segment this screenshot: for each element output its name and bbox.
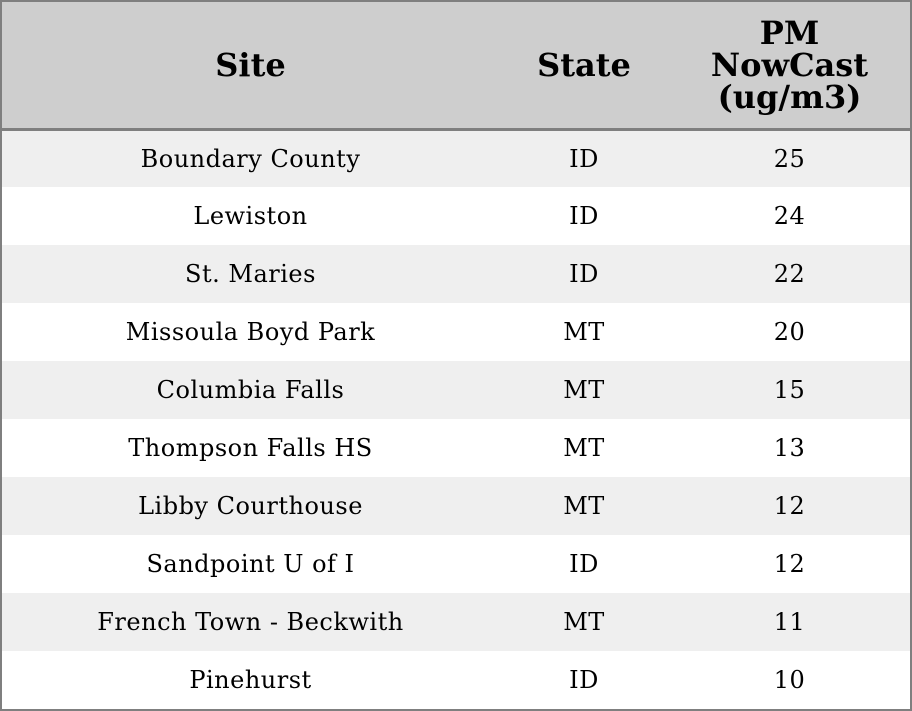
cell-state: MT xyxy=(563,492,605,520)
cell-pm-nowcast: 12 xyxy=(773,492,806,520)
table-body xyxy=(2,129,910,709)
table-row xyxy=(2,245,910,303)
table-row xyxy=(2,651,910,709)
table-row xyxy=(2,535,910,593)
cell-state: ID xyxy=(569,550,599,578)
cell-site: Libby Courthouse xyxy=(138,492,363,520)
cell-site: Lewiston xyxy=(193,202,308,230)
table-row xyxy=(2,303,910,361)
cell-state: ID xyxy=(569,144,599,173)
cell-state: MT xyxy=(563,608,605,636)
cell-pm-nowcast: 13 xyxy=(773,434,806,462)
cell-pm-nowcast: 10 xyxy=(773,666,806,694)
column-header-site xyxy=(2,2,499,129)
cell-pm-nowcast: 24 xyxy=(773,202,806,230)
table-row xyxy=(2,477,910,535)
table-row xyxy=(2,593,910,651)
cell-site: Missoula Boyd Park xyxy=(125,318,376,346)
data-table xyxy=(2,2,910,709)
column-header-pm-nowcast xyxy=(669,2,910,129)
column-header-state xyxy=(499,2,669,129)
cell-site: Thompson Falls HS xyxy=(128,434,373,462)
cell-state: ID xyxy=(569,202,599,230)
cell-site: Boundary County xyxy=(140,144,361,173)
cell-pm-nowcast: 22 xyxy=(773,260,806,288)
cell-pm-nowcast: 11 xyxy=(773,608,806,636)
cell-state: ID xyxy=(569,260,599,288)
column-header-pm-line-2: NowCast xyxy=(710,45,869,84)
column-header-pm-line-3: (ug/m3) xyxy=(717,77,862,116)
column-header-site-label: Site xyxy=(215,45,286,84)
cell-pm-nowcast: 12 xyxy=(773,550,806,578)
table-row xyxy=(2,361,910,419)
header-row xyxy=(2,2,910,129)
cell-state: MT xyxy=(563,318,605,346)
table-header xyxy=(2,2,910,129)
cell-pm-nowcast: 20 xyxy=(773,318,806,346)
cell-pm-nowcast: 25 xyxy=(773,144,806,173)
table-row xyxy=(2,129,910,187)
cell-pm-nowcast: 15 xyxy=(773,376,806,404)
cell-site: Sandpoint U of I xyxy=(146,550,355,578)
cell-state: MT xyxy=(563,434,605,462)
cell-site: French Town - Beckwith xyxy=(97,608,404,636)
column-header-state-label: State xyxy=(537,45,631,84)
column-header-pm-line-1: PM xyxy=(759,13,820,52)
cell-site: Columbia Falls xyxy=(156,376,345,404)
cell-site: St. Maries xyxy=(185,260,316,288)
cell-site: Pinehurst xyxy=(189,666,312,694)
cell-state: ID xyxy=(569,666,599,694)
table-row xyxy=(2,419,910,477)
cell-state: MT xyxy=(563,376,605,404)
table-row xyxy=(2,187,910,245)
